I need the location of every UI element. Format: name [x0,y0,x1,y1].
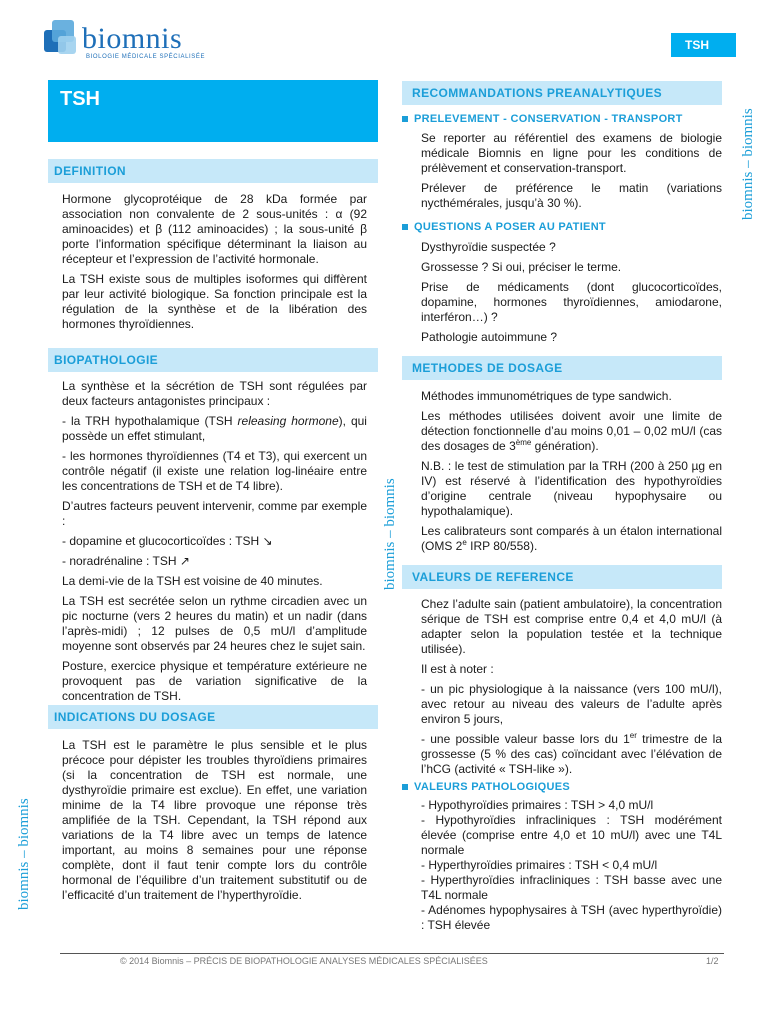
paragraph: - une possible valeur basse lors du 1er trimestre de la grossesse (5 % des cas) coïncidant avec l’élévation de l’hCG (activité « TSH-like »). [421,731,722,776]
paragraph: - la TRH hypothalamique (TSH releasing hormone), qui possède un effet stimulant, [62,414,367,443]
side-brand-text: biomnis – biomnis [382,478,398,590]
bullet-square-icon [402,784,408,790]
paragraph: Dysthyroïdie suspectée ? [421,240,556,254]
section-header-biopathologie: BIOPATHOLOGIE [48,348,378,372]
side-brand-text: biomnis – biomnis [740,108,756,220]
section-header-indications: INDICATIONS DU DOSAGE [48,705,378,729]
bullet-square-icon [402,116,408,122]
list-item: - Adénomes hypophysaires à TSH (avec hyperthyroïdie) : TSH élevée [421,903,722,932]
questions-text [421,240,722,350]
logo-tagline: BIOLOGIE MÉDICALE SPÉCIALISÉE [86,54,206,60]
bullet-square-icon [402,224,408,230]
paragraph: La TSH existe sous de multiples isoformes qui diffèrent par leur activité biologique. Sa fonction principale est la régulation de la synthèse et de la libération des hormones thyroïdiennes. [62,272,367,331]
section-header-definition: DEFINITION [48,159,378,183]
paragraph: Pathologie autoimmune ? [421,330,558,344]
list-item: - Hypothyroïdies primaires : TSH > 4,0 mU/l [421,798,654,812]
biopathologie-text [62,379,367,709]
paragraph: La synthèse et la sécrétion de TSH sont régulées par deux facteurs antagonistes principaux : [62,379,367,408]
paragraph: Les calibrateurs sont comparés à un étalon international (OMS 2e IRP 80/558). [421,524,722,553]
list-item: - Hyperthyroïdies infracliniques : TSH basse avec une T4L normale [421,873,722,902]
paragraph: Chez l’adulte sain (patient ambulatoire), la concentration sérique de TSH est comprise entre 0,4 et 4,0 mU/l (à adapter selon la population testée et la technique utilisée). [421,597,722,656]
valeurs-text [421,597,722,782]
definition-text [62,192,367,337]
page-title: TSH [48,80,378,142]
biomnis-logo [44,18,204,64]
paragraph: - noradrénaline : TSH ↗ [62,554,190,568]
page-number: 1/2 [706,956,719,966]
paragraph: La TSH est secrétée selon un rythme circadien avec un pic nocturne (vers 2 heures du matin) et un nadir (dans l’après-midi) ; 12 pulses de 0,5 mU/l d’amplitude moyenne sont observés par 24 heures chez le sujet sain. [62,594,367,653]
list-item: - Hyperthyroïdies primaires : TSH < 0,4 mU/l [421,858,658,872]
paragraph: Méthodes immunométriques de type sandwich. [421,389,672,403]
paragraph: Se reporter au référentiel des examens de biologie médicale Biomnis en ligne pour les conditions de prélèvement et conservation-transport. [421,131,722,175]
paragraph: - dopamine et glucocorticoïdes : TSH ↘ [62,534,273,548]
logo-name: biomnis [82,22,183,55]
arrow-down-right-icon: ↘ [262,534,273,548]
valeurs-pathologiques-text [421,798,722,933]
paragraph: Prise de médicaments (dont glucocorticoïdes, dopamine, hormones thyroïdiennes, amiodarone, interféron…) ? [421,280,722,324]
paragraph: Il est à noter : [421,662,494,676]
paragraph: - un pic physiologique à la naissance (vers 100 mU/l), avec retour au niveau des valeurs de l’adulte après environ 5 jours, [421,682,722,726]
arrow-up-right-icon: ↗ [179,554,190,568]
paragraph: La TSH est le paramètre le plus sensible et le plus précoce pour dépister les troubles thyroïdiens primaires (si la concentration de TSH est normale, une dysthyroïdie primaire est exclue). En effet, une variation minime de la T4 libre provoque une réponse très amplifiée de la TSH. Cependant, la TSH répond aux variations de la T4 libre avec un temps de latence important, au moins 8 semaines pour une réponse complète, dont il faut tenir compte lors du contrôle hormonal de l’équilibre d’un traitement substitutif ou de l’efficacité d’un traitement de l’hyperthyroïdie. [62,738,367,902]
side-brand-text: biomnis – biomnis [16,798,32,910]
list-item: - Hypothyroïdies infracliniques : TSH modérément élevée (comprise entre 4,0 et 10 mU/l) avec une T4L normale [421,813,722,857]
methodes-text [421,389,722,559]
section-header-methodes: METHODES DE DOSAGE [402,356,722,380]
paragraph: - les hormones thyroïdiennes (T4 et T3), qui exercent un contrôle négatif (il existe une relation log-linéaire entre les concentrations de TSH et de T4 libre). [62,449,367,493]
subsection-valeurs-pathologiques: VALEURS PATHOLOGIQUES [402,781,570,793]
document-tab: TSH [671,33,736,57]
subsection-prelevement: PRELEVEMENT - CONSERVATION - TRANSPORT [402,113,683,125]
paragraph: Posture, exercice physique et température extérieure ne provoquent pas de variation significative de la concentration de TSH. [62,659,367,703]
subsection-questions: QUESTIONS A POSER AU PATIENT [402,221,606,233]
section-header-recommandations: RECOMMANDATIONS PREANALYTIQUES [402,81,722,105]
logo-square-icon [58,36,76,54]
section-header-valeurs: VALEURS DE REFERENCE [402,565,722,589]
prelevement-text [421,131,722,216]
paragraph: Prélever de préférence le matin (variations nycthémérales, jusqu’à 30 %). [421,181,722,210]
paragraph: Les méthodes utilisées doivent avoir une limite de détection fonctionnelle d’au moins 0,01 – 0,02 mU/l (cas des dosages de 3ème génération). [421,409,722,453]
paragraph: N.B. : le test de stimulation par la TRH (200 à 250 µg en IV) est réservé à l’identification des hypothyroïdies d’origine centrale (niveau hypophysaire ou hypothalamique). [421,459,722,518]
paragraph: Grossesse ? Si oui, préciser le terme. [421,260,622,274]
footer-divider [60,953,724,954]
indications-text [62,738,367,908]
paragraph: D’autres facteurs peuvent intervenir, comme par exemple : [62,499,367,528]
paragraph: La demi-vie de la TSH est voisine de 40 minutes. [62,574,323,588]
paragraph: Hormone glycoprotéique de 28 kDa formée par association non convalente de 2 sous-unités : α (92 aminoacides) et β (112 aminoacides) ; la sous-unité β porte l’information spécifique déterminant la liaison au récepteur et l’expression de l’activité hormonale. [62,192,367,266]
footer-text: © 2014 Biomnis – PRÉCIS DE BIOPATHOLOGIE ANALYSES MÉDICALES SPÉCIALISÉES [120,956,488,966]
